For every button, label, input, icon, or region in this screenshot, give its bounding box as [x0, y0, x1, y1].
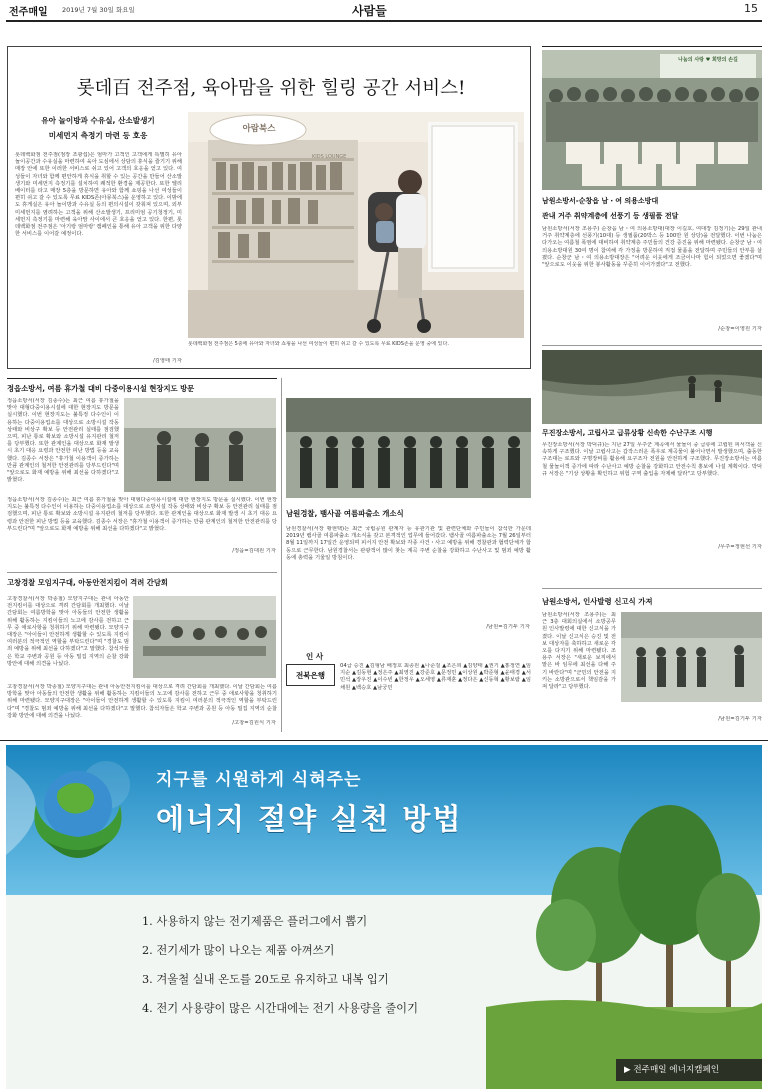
namwon-police-title: 남원경찰, 뱀사골 여름파출소 개소식	[286, 509, 404, 518]
ad-top-rule	[0, 740, 768, 741]
section-name: 사람들	[352, 4, 387, 18]
jeongeup-photo	[124, 398, 276, 492]
muju-top-rule	[542, 345, 762, 346]
namwon119-signature: /순창=이영원 기자	[718, 326, 762, 332]
volunteer-banner: 나눔의 사랑 ♥ 희망의 손길	[678, 57, 738, 63]
muju-rescue-photo	[542, 350, 762, 424]
jeongeup-title: 정읍소방서, 여름 휴가철 대비 다중이용시설 현장지도 방문	[7, 384, 195, 393]
lotte-photo	[188, 112, 524, 338]
lotte-signature: /김영태 기자	[152, 358, 182, 364]
namwon119-subtitle: 관내 거주 취약계층에 선풍기 등 생필품 전달	[542, 212, 679, 220]
namwon119-body: 남원소방서(서장 조용주) 순창읍 남・여 의용소방대(대장 이길호, 여대장 김정기)는 29일 관내 거주 취약계층에 선풍기(10대) 등 생필품(20박스 등 100만 원 상당)을 전달했다. 이번 나눔은 다가오는 여름철 폭염에 대비하여 취약계층 주민들의 건강 증진을 위해 마련됐다. 순창군 남・여 의용소방대원 30여 명이 참여해 각 가정을 방문하여 직접 물품을 전달하며 주민들의 안부를 살폈다. 순창군 남・여 의용소방대장은 "어려운 이웃에게 조금이나마 힘이 되었으면 좋겠다"며 "앞으로도 이웃을 위한 봉사활동을 꾸준히 이어가겠다"고 전했다.	[542, 226, 762, 269]
issue-date: 2019년 7월 30일 화요일	[62, 6, 135, 14]
namwon-police-body: 남원경찰서(서장 황현택)는 최근 국립공원 관계자 등 유관기관 및 관련단체와 주민들이 참석한 가운데 2019년 뱀사골 여름파출소 개소식을 갖고 본격적인 업무에 들어갔다. 뱀사골 여름파출소는 7월 26일부터 8월 11일까지 17일간 운영되며 피서지 안전 확보와 각종 사건・사고 예방을 위해 경찰관과 협력단체가 합동으로 근무한다. 남원경찰서는 관광객이 많이 찾는 계곡 주변 순찰을 강화하고 수난사고 및 범죄 예방 활동에 총력을 기울일 방침이다.	[286, 526, 531, 561]
gochang-rule	[7, 572, 277, 573]
namwon-police-signature: /남원=김기두 기자	[486, 624, 530, 630]
ad-item-2: 2. 전기세가 많이 나오는 제품 아껴쓰기	[142, 944, 335, 957]
gochang-body-cont: 고창경찰서(서장 박종철) 모양지구대는 관내 아동안전지킴이를 대상으로 격려 간담회를 개최했다. 이날 간담회는 여름방학을 맞아 아동들의 안전한 생활을 위해 활동하는 지킴이들의 노고에 감사를 전하고 근무 중 애로사항을 청취하기 위해 마련됐다. 모양지구대장은 "아이들이 안전하게 생활할 수 있도록 지킴이 여러분의 적극적인 역할을 부탁드린다"며 "경찰도 범죄 예방을 위해 최선을 다하겠다"고 말했다. 참석자들은 학교 주변과 공원 등 아동 밀집 지역의 순찰 강화 방안에 대해 의견을 나눴다.	[7, 684, 277, 719]
namwon119-title: 남원소방서-순창읍 남・여 의용소방대	[542, 197, 659, 205]
ad-title-1: 지구를 시원하게 식혀주는	[156, 770, 362, 790]
lotte-title: 롯데百 전주점, 육아맘을 위한 힐링 공간 서비스!	[76, 78, 466, 99]
ad-item-3: 3. 겨울철 실내 온도를 20도로 유지하고 내복 입기	[142, 973, 389, 986]
muju-body: 무진장소방서(서장 박덕규)는 지난 27일 무주군 계곡에서 물놀이 중 급류에 고립된 피서객을 신속하게 구조했다. 이날 고립사고는 갑작스러운 폭우로 계곡물이 불어나면서 발생했으며, 출동한 구조대는 로프와 구명장비를 활용해 요구조자 전원을 안전하게 구조했다. 무진장소방서는 여름철 물놀이객 증가에 따라 수난사고 예방 순찰을 강화하고 안전수칙 홍보에 나설 계획이다. 박덕규 서장은 "기상 상황을 확인하고 위험 구역 출입을 자제해 달라"고 당부했다.	[542, 442, 762, 477]
muju-title: 무진장소방서, 고립사고 급류상황 신속한 수난구조 시행	[542, 429, 713, 437]
jeongeup-signature: /정읍=김대원 기자	[232, 548, 276, 554]
namwon-kite-rule	[542, 588, 762, 589]
jeongeup-rule	[7, 378, 277, 379]
ad-title-2: 에너지 절약 실천 방법	[156, 802, 463, 836]
jeongeup-body: 정읍소방서(서장 김종수)는 최근 여름 휴가철을 맞아 대형다중이용시설에 대한 현장지도 방문을 실시했다. 이번 현장지도는 불특정 다수인이 이용하는 다중이용업소를 대상으로 소방시설 작동 상태와 비상구 확보 등 안전관리 실태를 점검했으며, 피난 통로 확보와 소방시설 유지관리 철저를 당부했다. 또한 관계인을 대상으로 화재 발생 시 초기 대응 요령과 안전한 피난 방법 등을 교육했다. 김종수 서장은 "휴가철 이용객이 증가하는 만큼 관계인의 철저한 안전관리를 당부드린다"며 "앞으로도 화재 예방을 위해 최선을 다하겠다"고 밝혔다.	[7, 398, 119, 484]
personnel-heading: 인 사	[306, 652, 324, 661]
river-rescue-photo	[542, 350, 762, 424]
namwon-kite-title: 남원소방서, 인사발령 신고식 가져	[542, 597, 653, 606]
inspection-photo	[124, 398, 276, 492]
lotte-subtitle-1: 유아 놀이방과 수유실, 산소발생기	[41, 116, 155, 125]
lotte-body: 롯데백화점 전주점(점장 조광섭)은 엄마가 고객인 고객에게 특별히 유아놀이공간과 수유실을 마련하여 육아 도심에서 상담의 휴식을 즐기기 위해 매장 안에 또한 이러한 서비스로 쉬고 있어 고객의 호응을 얻고 있다. 여성들이 자녀와 함께 편안하게 휴식을 취할 수 있는 공간을 만들어 산소발생기와 미세먼지 측정기를 설치하여 쾌적한 환경을 제공한다. 또한 엘리베이터를 타고 매장 5층을 방문하면 유아와 함께 쇼핑을 나선 여성들이 편히 쉬고 갈 수 있도록 무료 KIDS존(아몽북스)을 운영하고 있다. 이밖에도 휴게실은 유아 놀이방과 수유실 등의 편의시설이 갖춰져 있으며, 외부 미세먼지를 염려하는 고객을 위해 산소발생기, 프리미엄 공기청정기, 미세먼지 측정기를 마련해 육아맘 사이에서 큰 호응을 얻고 있다. 한편, 롯데백화점 전주점은 '아기랑 엄마랑' 캠페인을 통해 유아 고객을 위한 다양한 서비스를 이어갈 예정이다.	[15, 152, 182, 238]
energy-ad	[6, 745, 762, 1089]
masthead	[0, 0, 768, 20]
namwon-kite-body: 남원소방서(서장 조용주)는 최근 3층 대회의실에서 소방공무원 인사발령에 대한 신고식을 가졌다. 이날 신고식은 승진 및 전보 대상자를 축하하고 새로운 각오를 다지기 위해 마련됐다. 조용주 서장은 "새로운 보직에서 맡은 바 임무에 최선을 다해 주기 바란다"며 "군민의 안전을 지키는 소방관으로서 책임감을 가져 달라"고 당부했다.	[542, 612, 616, 691]
ad-campaign-label: ▶ 전주매일 에너지캠페인	[624, 1065, 720, 1075]
right-column-top-rule	[542, 46, 762, 47]
gochang-signature: /고창=김원식 기자	[232, 720, 276, 726]
namwon-police-photo	[286, 398, 531, 498]
volunteer-group-photo	[542, 50, 762, 190]
lotte-caption: 롯데백화점 전주점은 5층에 유아와 자녀와 쇼핑을 나선 여성들이 편히 쉬고 갈 수 있도록 무료 KIDS존을 운영 중에 있다.	[188, 341, 449, 347]
muju-signature: /무주=정현선 기자	[718, 544, 762, 550]
kids-lounge-label: KIDS LOUNGE	[312, 154, 347, 160]
middle-column-divider	[281, 378, 282, 732]
kids-lounge-illustration	[188, 112, 524, 338]
meeting-photo	[133, 596, 276, 678]
jeongeup-body-cont: 정읍소방서(서장 김종수)는 최근 여름 휴가철을 맞아 대형다중이용시설에 대한 현장지도 방문을 실시했다. 이번 현장지도는 불특정 다수인이 이용하는 다중이용업소를 대상으로 소방시설 작동 상태와 비상구 확보 등 안전관리 실태를 점검했으며, 피난 통로 확보와 소방시설 유지관리 철저를 당부했다. 또한 관계인을 대상으로 화재 발생 시 초기 대응 요령과 안전한 피난 방법 등을 교육했다. 김종수 서장은 "휴가철 이용객이 증가하는 만큼 관계인의 철저한 안전관리를 당부드린다"며 "앞으로도 화재 예방을 위해 최선을 다하겠다"고 밝혔다.	[7, 497, 277, 532]
namwon-ceremony-photo	[621, 612, 762, 702]
ceremony-photo	[621, 612, 762, 702]
ad-item-1: 1. 사용하지 않는 전기제품은 플러그에서 뽑기	[142, 915, 368, 928]
namwon-volunteer-photo	[542, 50, 762, 190]
gochang-body: 고창경찰서(서장 박종철) 모양지구대는 관내 아동안전지킴이를 대상으로 격려 간담회를 개최했다. 이날 간담회는 여름방학을 맞아 아동들의 안전한 생활을 위해 활동하는 지킴이들의 노고에 감사를 전하고 근무 중 애로사항을 청취하기 위해 마련됐다. 모양지구대장은 "아이들이 안전하게 생활할 수 있도록 지킴이 여러분의 적극적인 역할을 부탁드린다"며 "경찰도 범죄 예방을 위해 최선을 다하겠다"고 말했다. 참석자들은 학교 주변과 공원 등 아동 밀집 지역의 순찰 강화 방안에 대해 의견을 나눴다.	[7, 596, 129, 667]
lotte-store-sign: 아람북스	[242, 124, 276, 134]
ad-item-4: 4. 전기 사용량이 많은 시간대에는 전기 사용량을 줄이기	[142, 1002, 418, 1015]
page-number: 15	[744, 2, 758, 15]
masthead-rule	[6, 20, 762, 22]
namwon-kite-signature: /남원=김기두 기자	[718, 716, 762, 722]
paper-name: 전주매일	[9, 7, 48, 18]
personnel-body: 04급 승진 ▲김형남 배정호 최종원 ▲나준걸 ▲조은희 ▲김양태 ▲권기 ▲홍정연 ▲임지순 ▲김동현 ▲정은주 ▲최영진 ▲강준호 ▲문정민 ▲이상원 ▲박준형 ▲윤태경 ▲서민석 ▲장우진 ▲이수빈 ▲한정우 ▲오세영 ▲류재훈 ▲정다은 ▲신동혁 ▲황보람 ▲임채원 ▲백승호 ▲남궁민	[340, 663, 531, 691]
police-group-photo	[286, 398, 531, 498]
lotte-subtitle-2: 미세먼지 측정기 마련 등 호응	[48, 131, 148, 140]
personnel-bank: 전북은행	[296, 671, 325, 680]
gochang-photo	[133, 596, 276, 678]
gochang-title: 고창경찰 모임지구대, 아동안전지킴이 격려 간담회	[7, 578, 168, 587]
